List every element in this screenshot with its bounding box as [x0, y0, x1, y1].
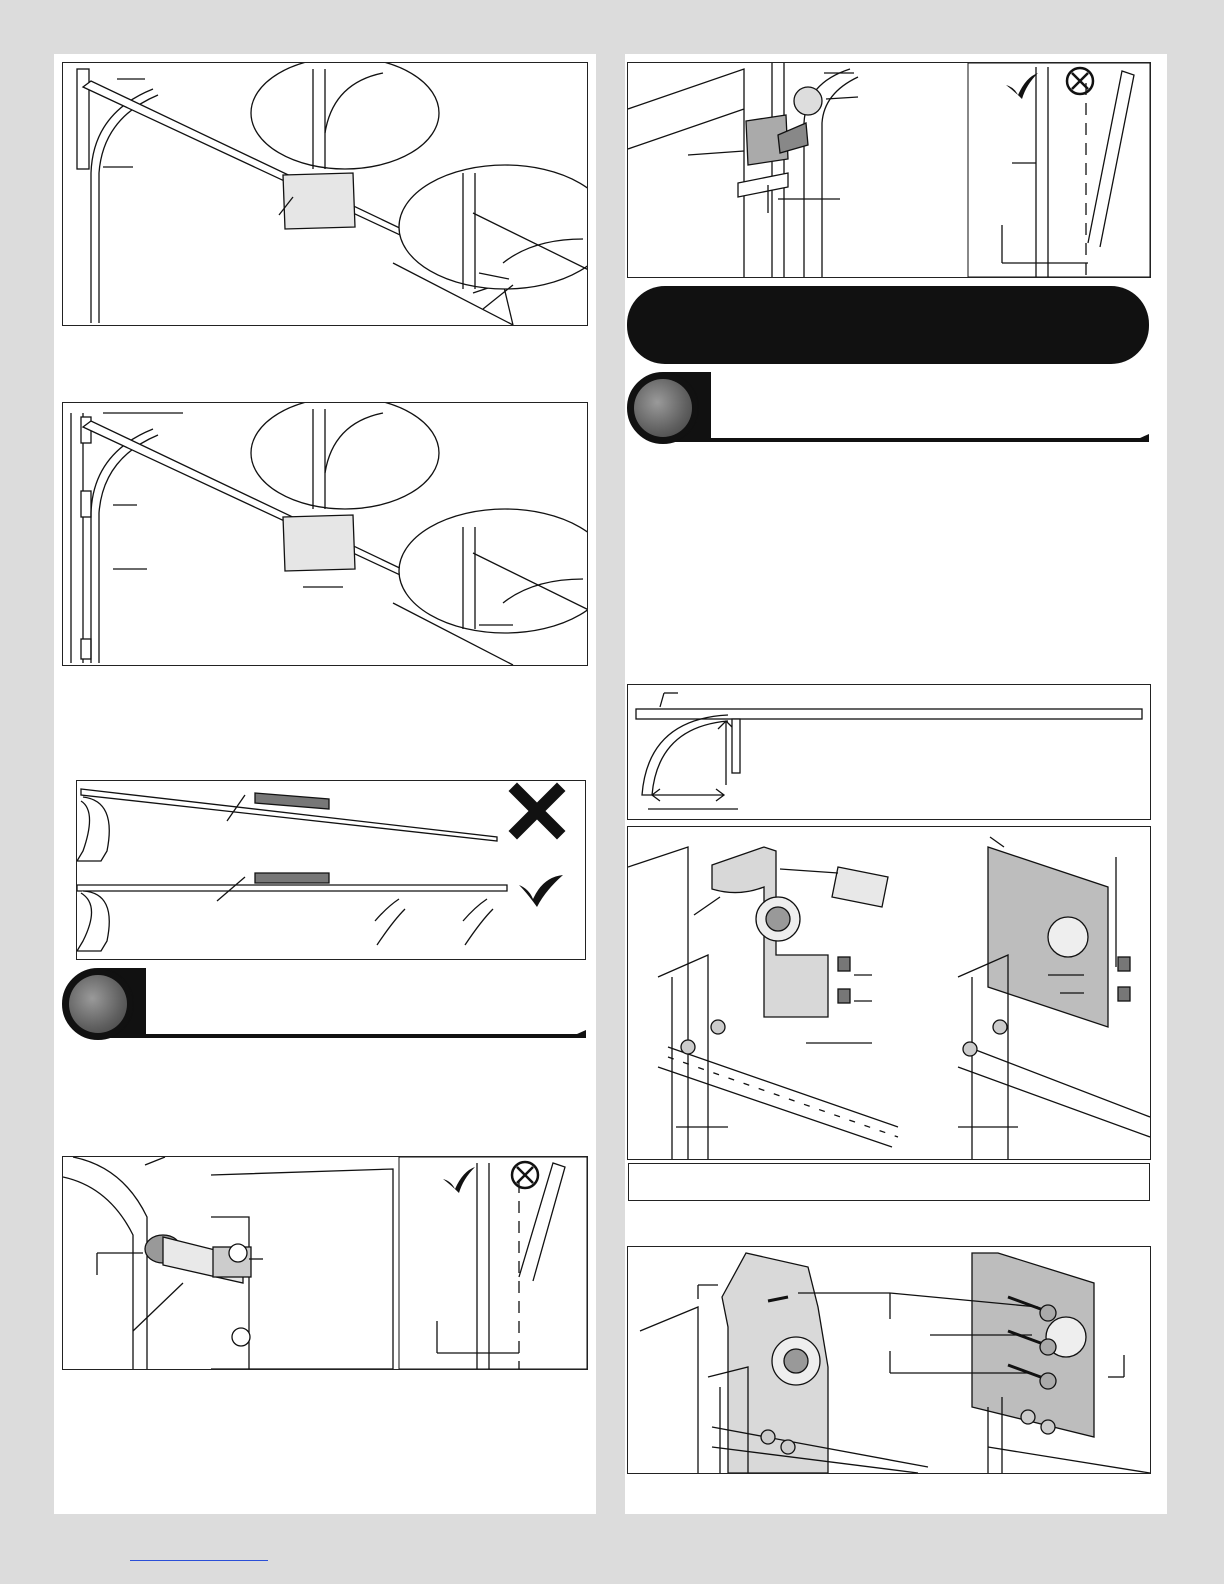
- section-banner: [627, 286, 1149, 364]
- step-header-left: [62, 968, 586, 1038]
- end-bearing-plate-bolts-figure: [627, 1246, 1151, 1474]
- track-alignment-figure: [76, 780, 586, 960]
- end-bracket-detail-figure: [627, 62, 1151, 278]
- end-bearing-plate-figure: [627, 826, 1151, 1160]
- figure-caption-box: [628, 1163, 1150, 1201]
- correct-check-icon: [519, 875, 563, 907]
- step-header-right: [627, 372, 1149, 442]
- incorrect-x-icon: [517, 791, 557, 831]
- track-assembly-figure-2: [62, 402, 588, 666]
- footer-link[interactable]: [130, 1560, 268, 1561]
- track-assembly-figure-1: [62, 62, 588, 326]
- bearing-bracket-figure: [62, 1156, 588, 1370]
- horizontal-track-figure: [627, 684, 1151, 820]
